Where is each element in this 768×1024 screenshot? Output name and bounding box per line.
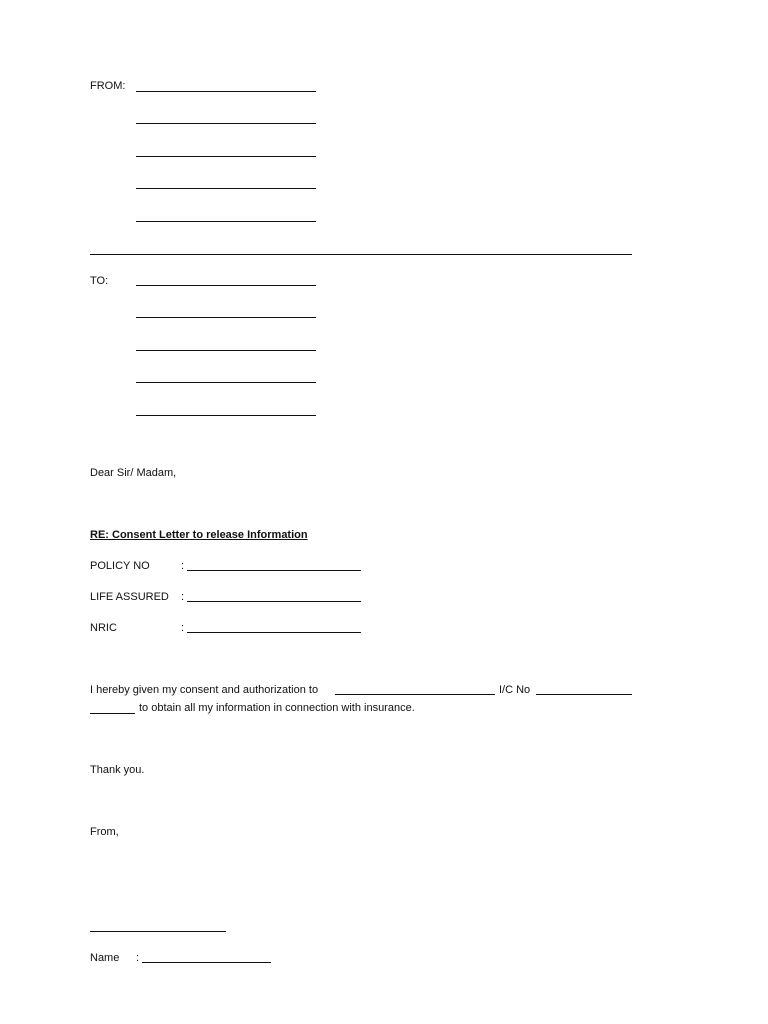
to-line-1[interactable] bbox=[136, 285, 316, 286]
nric-label: NRIC bbox=[90, 622, 117, 634]
consent-text-part1: I hereby given my consent and authorization to bbox=[90, 684, 319, 696]
consent-text-part3: to obtain all my information in connection with insurance. bbox=[139, 702, 415, 714]
to-line-3[interactable] bbox=[136, 350, 316, 351]
name-colon: : bbox=[136, 952, 140, 964]
name-field[interactable] bbox=[142, 962, 271, 963]
from-line-3[interactable] bbox=[136, 156, 316, 157]
from-line-5[interactable] bbox=[136, 221, 316, 222]
to-line-4[interactable] bbox=[136, 382, 316, 383]
name-label: Name bbox=[90, 952, 120, 964]
from-line-2[interactable] bbox=[136, 123, 316, 124]
policy-no-label: POLICY NO bbox=[90, 560, 150, 572]
subject-heading: RE: Consent Letter to release Information bbox=[90, 529, 308, 541]
life-assured-label: LIFE ASSURED bbox=[90, 591, 169, 603]
authorized-party-field[interactable] bbox=[335, 694, 495, 695]
consent-text-part2: I/C No bbox=[499, 684, 531, 696]
policy-no-colon: : bbox=[181, 560, 185, 572]
salutation: Dear Sir/ Madam, bbox=[90, 467, 177, 479]
nric-colon: : bbox=[181, 622, 185, 634]
from-line-1[interactable] bbox=[136, 91, 316, 92]
from-line-4[interactable] bbox=[136, 188, 316, 189]
to-line-2[interactable] bbox=[136, 317, 316, 318]
to-line-5[interactable] bbox=[136, 415, 316, 416]
nric-field[interactable] bbox=[187, 632, 361, 633]
from-label: FROM: bbox=[90, 80, 126, 92]
policy-no-field[interactable] bbox=[187, 570, 361, 571]
signature-line[interactable] bbox=[90, 931, 226, 932]
ic-no-field[interactable] bbox=[536, 694, 632, 695]
closing-thanks: Thank you. bbox=[90, 764, 145, 776]
section-divider bbox=[90, 254, 632, 255]
ic-no-field-continued[interactable] bbox=[90, 713, 135, 714]
life-assured-colon: : bbox=[181, 591, 185, 603]
closing-from: From, bbox=[90, 826, 119, 838]
to-label: TO: bbox=[90, 275, 109, 287]
life-assured-field[interactable] bbox=[187, 601, 361, 602]
